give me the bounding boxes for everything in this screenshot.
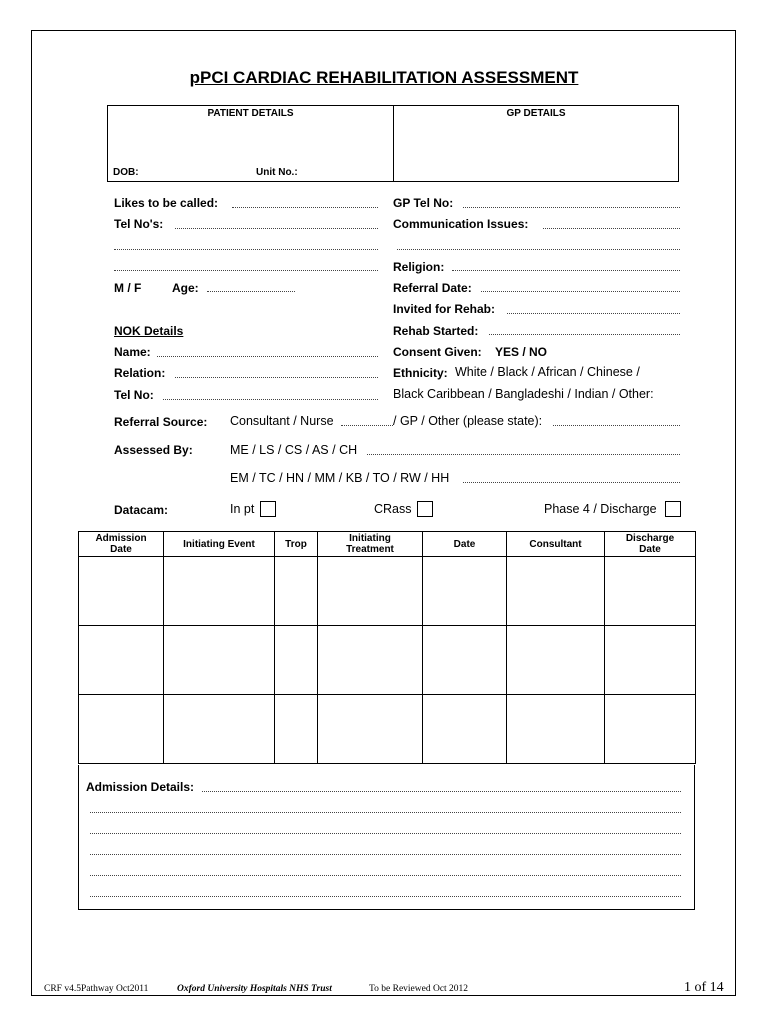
ethnicity-label: Ethnicity: <box>393 366 448 380</box>
admission-details-line-4[interactable] <box>90 854 681 855</box>
rehab-started-line[interactable] <box>489 334 680 335</box>
datacam-crass-checkbox[interactable] <box>417 501 433 517</box>
admission-details-label: Admission Details: <box>86 780 195 794</box>
table-cell[interactable] <box>318 695 423 764</box>
datacam-crass-label: CRass <box>374 502 412 516</box>
admission-details-line-6[interactable] <box>90 896 681 897</box>
likes-to-be-called-line[interactable] <box>232 207 378 208</box>
referral-source-other[interactable]: / GP / Other (please state): <box>393 414 543 428</box>
table-cell[interactable] <box>507 695 605 764</box>
form-title: pPCI CARDIAC REHABILITATION ASSESSMENT <box>189 68 579 87</box>
datacam-phase4-checkbox[interactable] <box>665 501 681 517</box>
table-cell[interactable] <box>507 626 605 695</box>
table-cell[interactable] <box>79 626 164 695</box>
invited-for-rehab-line[interactable] <box>507 313 680 314</box>
nok-name-label: Name: <box>114 345 151 359</box>
table-cell[interactable] <box>164 695 275 764</box>
nok-relation-label: Relation: <box>114 366 166 380</box>
table-header-row <box>79 532 696 557</box>
sex-label: M / F <box>114 281 142 295</box>
footer-trust: Oxford University Hospitals NHS Trust <box>177 984 332 994</box>
table-cell[interactable] <box>507 557 605 626</box>
communication-issues-line[interactable] <box>543 228 680 229</box>
communication-issues-line-2[interactable] <box>397 249 680 250</box>
assessed-by-label: Assessed By: <box>114 443 193 457</box>
table-cell[interactable] <box>275 626 318 695</box>
footer-review: To be Reviewed Oct 2012 <box>369 984 469 994</box>
admission-details-box <box>78 765 695 910</box>
col-header-date: Date <box>423 532 507 557</box>
table-cell[interactable] <box>423 626 507 695</box>
table-cell[interactable] <box>605 626 696 695</box>
col-header-admission-date: Admission Date <box>79 532 164 557</box>
table-cell[interactable] <box>79 695 164 764</box>
tel-nos-line[interactable] <box>175 228 378 229</box>
gp-details-box <box>393 105 679 182</box>
table-row <box>79 626 696 695</box>
table-cell[interactable] <box>318 557 423 626</box>
nok-relation-line[interactable] <box>175 377 378 378</box>
likes-to-be-called-label: Likes to be called: <box>114 196 219 210</box>
table-cell[interactable] <box>79 557 164 626</box>
nok-tel-label: Tel No: <box>114 388 154 402</box>
consent-given-label: Consent Given: <box>393 345 482 359</box>
tel-nos-line-3[interactable] <box>114 270 378 271</box>
table-cell[interactable] <box>318 626 423 695</box>
table-cell[interactable] <box>275 557 318 626</box>
gp-tel-label: GP Tel No: <box>393 196 454 210</box>
gp-details-header: GP DETAILS <box>506 108 566 119</box>
religion-label: Religion: <box>393 260 445 274</box>
table-row <box>79 557 696 626</box>
patient-details-box <box>107 105 394 182</box>
footer-version: CRF v4.5Pathway Oct2011 <box>44 984 149 994</box>
table-cell[interactable] <box>605 695 696 764</box>
assessed-by-line-2[interactable] <box>463 482 680 483</box>
tel-nos-line-2[interactable] <box>114 249 378 250</box>
ethnicity-options-1[interactable]: White / Black / African / Chinese / <box>455 365 640 379</box>
table-cell[interactable] <box>605 557 696 626</box>
col-header-initiating-event: Initiating Event <box>164 532 275 557</box>
communication-issues-label: Communication Issues: <box>393 217 529 231</box>
patient-details-header: PATIENT DETAILS <box>207 108 294 119</box>
table-cell[interactable] <box>423 695 507 764</box>
referral-date-line[interactable] <box>481 291 680 292</box>
table-cell[interactable] <box>164 557 275 626</box>
rehab-started-label: Rehab Started: <box>393 324 479 338</box>
col-header-consultant: Consultant <box>507 532 605 557</box>
datacam-inpt-label: In pt <box>230 502 255 516</box>
assessed-by-options-2[interactable]: EM / TC / HN / MM / KB / TO / RW / HH <box>230 471 450 485</box>
table-row <box>79 695 696 764</box>
assessed-by-line-1[interactable] <box>367 454 680 455</box>
age-label: Age: <box>172 281 199 295</box>
admission-details-line-2[interactable] <box>90 812 681 813</box>
admission-details-line-5[interactable] <box>90 875 681 876</box>
admission-details-line-1[interactable] <box>202 791 681 792</box>
consent-options[interactable]: YES / NO <box>495 345 548 359</box>
referral-nurse-line[interactable] <box>341 425 393 426</box>
age-line[interactable] <box>207 291 295 292</box>
ethnicity-options-2[interactable]: Black Caribbean / Bangladeshi / Indian / Other: <box>393 387 654 401</box>
col-header-discharge-date: Discharge Date <box>605 532 696 557</box>
admission-table <box>78 531 696 764</box>
table-cell[interactable] <box>164 626 275 695</box>
col-header-trop: Trop <box>275 532 318 557</box>
table-cell[interactable] <box>423 557 507 626</box>
tel-nos-label: Tel No's: <box>114 217 164 231</box>
datacam-label: Datacam: <box>114 503 169 517</box>
referral-source-options[interactable]: Consultant / Nurse <box>230 414 334 428</box>
col-header-initiating-treatment: Initiating Treatment <box>318 532 423 557</box>
gp-tel-line[interactable] <box>463 207 680 208</box>
table-cell[interactable] <box>275 695 318 764</box>
nok-details-heading: NOK Details <box>114 324 184 338</box>
admission-details-line-3[interactable] <box>90 833 681 834</box>
dob-label: DOB: <box>113 167 139 178</box>
invited-for-rehab-label: Invited for Rehab: <box>393 302 496 316</box>
unit-no-label: Unit No.: <box>256 167 298 178</box>
datacam-phase4-label: Phase 4 / Discharge <box>544 502 657 516</box>
referral-source-label: Referral Source: <box>114 415 208 429</box>
religion-line[interactable] <box>452 270 680 271</box>
referral-other-line[interactable] <box>553 425 680 426</box>
assessed-by-options-1[interactable]: ME / LS / CS / AS / CH <box>230 443 358 457</box>
nok-tel-line[interactable] <box>163 399 378 400</box>
referral-date-label: Referral Date: <box>393 281 472 295</box>
nok-name-line[interactable] <box>157 356 378 357</box>
datacam-inpt-checkbox[interactable] <box>260 501 276 517</box>
footer-page-number: 1 of 14 <box>684 980 724 995</box>
